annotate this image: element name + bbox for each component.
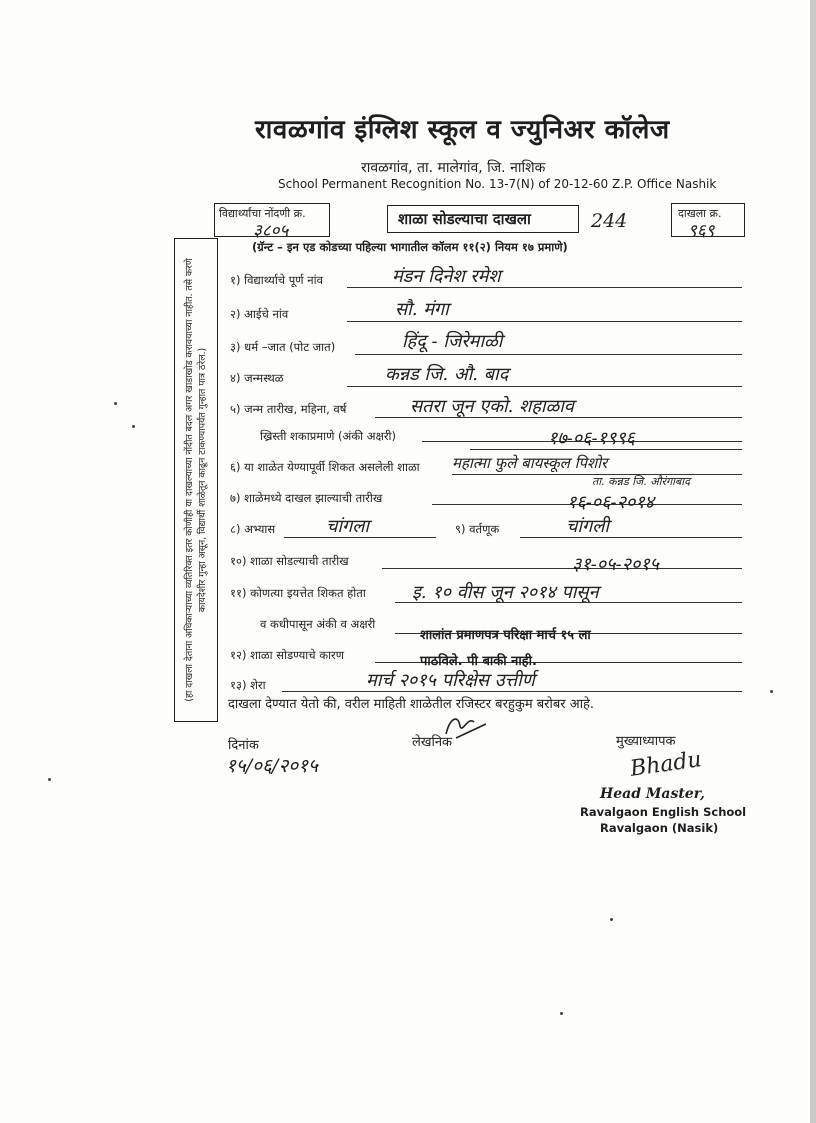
rule-note: (ग्रॅन्ट – इन एड कोडच्या पहिल्या भागातील कॉलम ११(२) नियम १७ प्रमाणे) — [252, 240, 568, 254]
field-1-value: मंडन दिनेश रमेश — [392, 266, 501, 287]
speck — [560, 1012, 563, 1015]
field-11-label: ११) कोणत्या इयत्तेत शिकत होता — [230, 586, 366, 600]
headmaster-signature: Bhadu — [628, 747, 704, 782]
field-11b-label: व कधीपासून अंकी व अक्षरी — [260, 617, 376, 631]
field-6-value-2: ता. कन्नड जि. औरंगाबाद — [592, 475, 690, 488]
side-note: (हा दाखला देताना अधिकाऱ्याच्या व्यतिरिक्त इतर कोणीही या दाखल्याच्या नोंदीत बदल अगर खाडाखोड करावयाच्या नाहीत. तसे करणे कायदेशीर गुन्हा असून, विद्यार्थी शाळेतून काढून टाकण्यापर्यंत गुन्हात पात्र ठरेल.) — [184, 258, 208, 702]
stamp-place: Ravalgaon (Nasik) — [600, 821, 719, 835]
certificate-title: शाळा सोडल्याचा दाखला — [398, 210, 531, 228]
dakhla-box — [671, 203, 745, 241]
field-12-value: शालांत प्रमाणपत्र परिक्षा मार्च १५ ला — [420, 628, 591, 643]
certificate-title-box — [387, 205, 579, 233]
field-5b-value: १७-०६-१९९६ — [548, 428, 636, 449]
field-7-label: ७) शाळेमध्ये दाखल झाल्याची तारीख — [230, 491, 383, 505]
field-8-label: ८) अभ्यास — [230, 522, 276, 536]
field-3-value: हिंदू - जिरेमाळी — [402, 331, 503, 352]
school-name: रावळगांव इंग्लिश स्कूल व ज्युनिअर कॉलेज — [255, 115, 670, 145]
field-9-value: चांगली — [566, 516, 610, 537]
field-4-label: ४) जन्मस्थळ — [230, 371, 284, 385]
field-1-line — [347, 287, 742, 288]
dakhla-label: दाखला क्र. — [678, 207, 722, 220]
field-3-line — [355, 354, 742, 355]
field-4-value: कन्नड जि. औ. बाद — [385, 364, 509, 385]
registration-box — [214, 203, 330, 241]
clerk-label: लेखनिक — [412, 735, 453, 750]
field-8-line — [284, 537, 436, 538]
field-7-value: १६-०६-२०१४ — [567, 492, 655, 513]
field-13-label: १३) शेरा — [230, 678, 266, 692]
field-5-label: ५) जन्म तारीख, महिना, वर्ष — [230, 402, 347, 416]
field-8-value: चांगला — [326, 516, 370, 537]
field-11-value: इ. १० वीस जून २०१४ पासून — [412, 582, 599, 603]
field-2-label: २) आईचे नांव — [230, 307, 289, 321]
school-address: रावळगांव, ता. मालेगांव, जि. नाशिक — [361, 160, 546, 176]
stamp-school: Ravalgaon English School — [580, 805, 747, 819]
field-9-line — [520, 537, 742, 538]
paper-edge — [810, 0, 816, 1123]
declaration: दाखला देण्यात येतो की, वरील माहिती शाळेतील रजिस्टर बरहुकुम बरोबर आहे. — [228, 697, 595, 712]
field-11-line — [395, 602, 742, 603]
speck — [132, 425, 135, 428]
field-5-line — [375, 417, 742, 418]
field-13-line — [282, 691, 742, 692]
head-label: मुख्याध्यापक — [616, 734, 676, 749]
field-9-label: ९) वर्तणूक — [455, 522, 500, 536]
side-note-box — [174, 238, 218, 722]
field-13-value: मार्च २०१५ परिक्षेस उत्तीर्ण — [366, 670, 535, 691]
field-10-line — [382, 568, 742, 569]
speck — [610, 918, 613, 921]
field-2-value: सौ. मंगा — [395, 299, 449, 320]
field-5-value: सतरा जून एको. शहाळाव — [410, 396, 574, 417]
field-5b-label: ख्रिस्ती शकाप्रमाणे (अंकी अक्षरी) — [260, 429, 396, 443]
field-6-value: महात्मा फुले बायस्कूल पिशोर — [452, 454, 608, 472]
certificate-number: 244 — [591, 210, 628, 232]
field-10-label: १०) शाळा सोडल्याची तारीख — [230, 554, 349, 568]
clerk-initial-mark — [440, 708, 490, 744]
registration-value: ३८०५ — [253, 221, 289, 241]
field-5b-line2 — [470, 449, 742, 450]
field-2-line — [347, 321, 742, 322]
dakhla-value: ९६९ — [688, 221, 715, 241]
field-6-label: ६) या शाळेत येण्यापूर्वी शिकत असलेली शाळा — [230, 460, 420, 474]
field-12-label: १२) शाळा सोडण्याचे कारण — [230, 648, 345, 662]
field-12-value-2: पाठविले. पी बाकी नाही. — [420, 654, 537, 669]
registration-label: विद्यार्थ्यांचा नोंदणी क्र. — [219, 207, 306, 220]
field-4-line — [347, 386, 742, 387]
date-value: १५/०६/२०१५ — [226, 755, 318, 777]
field-1-label: १) विद्यार्थ्याचे पूर्ण नांव — [230, 273, 324, 287]
speck — [48, 778, 51, 781]
field-3-label: ३) धर्म –जात (पोट जात) — [230, 340, 336, 354]
speck — [770, 690, 773, 693]
date-label: दिनांक — [228, 738, 259, 753]
stamp-title: Head Master, — [600, 786, 705, 802]
recognition-line: School Permanent Recognition No. 13-7(N) of 20-12-60 Z.P. Office Nashik — [278, 177, 717, 191]
speck — [114, 402, 117, 405]
field-10-value: ३१-०५-२०१५ — [572, 554, 660, 575]
